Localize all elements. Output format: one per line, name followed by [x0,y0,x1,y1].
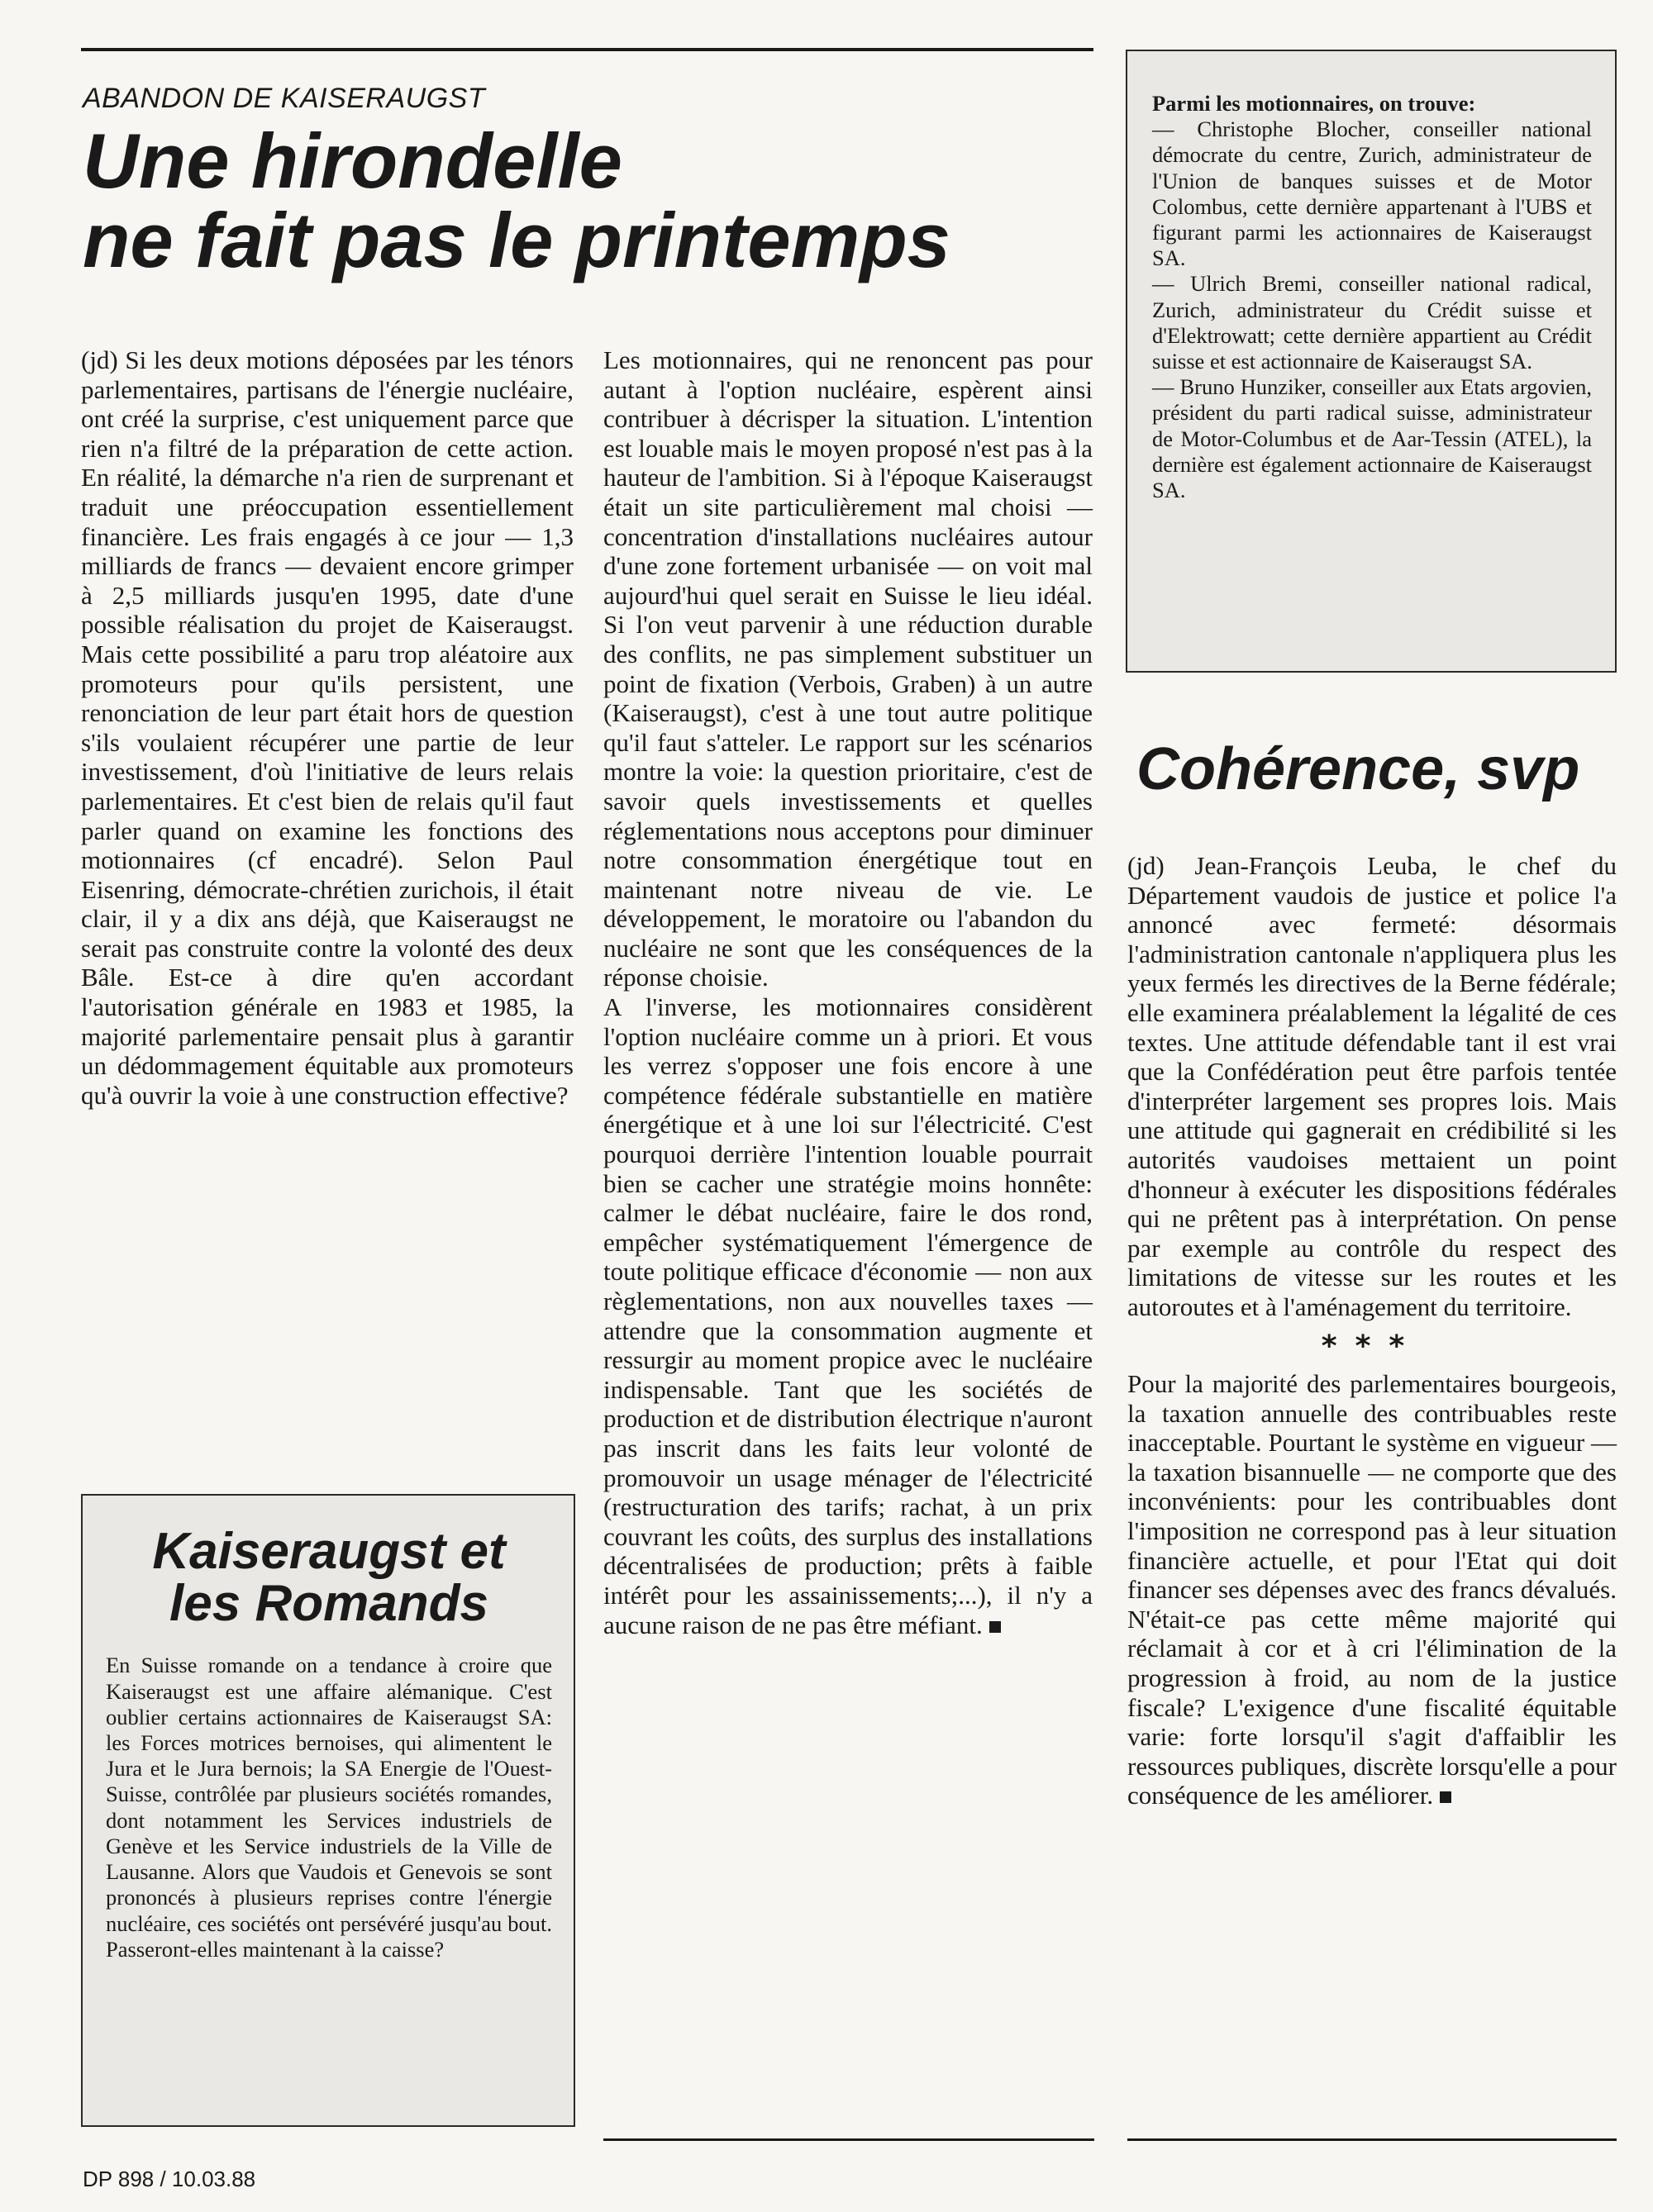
article-paragraph: Les motionnaires, qui ne renoncent pas pour autant à l'option nucléaire, espèrent ainsi contribuer à décrisper la situation. L'intention est louable mais le moyen proposé n'est pas à la hauteur de l'ambition. Si à l'époque Kaiseraugst était un site particulièrement mal choisi — concentration d'installations nucléaires autour d'une zone fortement urbanisée — on voit mal aujourd'hui quel serait en Suisse le lieu idéal. Si l'on veut parvenir à une réduction durable des conflits, ne pas simplement substituer un point de fixation (Verbois, Graben) à un autre (Kaiseraugst), c'est à une tout autre politique qu'il faut s'atteler. Le rapport sur les scénarios montre la voie: la question prioritaire, c'est de savoir quels investissements et quelles réglementations nous acceptons pour diminuer notre consommation énergétique tout en maintenant notre niveau de vie. Le développement, le moratoire ou l'abandon du nucléaire ne sont que les conséquences de la réponse choisie. [603,345,1093,992]
coherence-paragraph-1: (jd) Jean-François Leuba, le chef du Département vaudois de justice et police l'a annoncé avec fermeté: désormais l'administration cantonale n'appliquera plus les yeux fermés les directives de la Berne fédérale; elle examinera préalablement la légalité de ces textes. Une attitude défendable tant il est vrai que la Confédération peut être parfois tentée d'interpréter largement ses propres lois. Mais une attitude qui gagnerait en crédibilité si les autorités vaudoises mettaient un point d'honneur à exécuter les dispositions fédérales qui ne prêtent pas à interprétation. On pense par exemple au contrôle du respect des limitations de vitesse sur les routes et les autoroutes et à l'aménagement du territoire. [1127,851,1617,1321]
box-title [106,1523,552,1633]
end-mark-icon [989,1621,1001,1633]
coherence-headline: Cohérence, svp [1136,736,1580,802]
article-column-1 [81,345,574,1110]
sidebar-box-motionnaires [1126,50,1617,673]
column-2-bottom-rule [603,2138,1094,2141]
box-entry: — Ulrich Bremi, conseiller national radical, Zurich, administrateur du Crédit suisse et d'Elektrowatt; cette dernière appartient au Crédit suisse et est actionnaire de Kaiseraugst SA. [1152,271,1592,374]
coherence-paragraph-2: Pour la majorité des parlementaires bourgeois, la taxation annuelle des contribuables reste inacceptable. Pourtant le système en vigueur — la taxation bisannuelle — ne comporte que des inconvénients: pour les contribuables dont l'imposition ne correspond pas à leur situation financière actuelle, et pour l'Etat qui doit financer ses dépenses avec des francs dévalués. N'était-ce pas cette même majorité qui réclamait à cor et à cri l'élimination de la progression à froid, au nom de la justice fiscale? L'exigence d'une fiscalité équitable varie: forte lorsqu'il s'agit d'affaiblir les ressources publiques, discrète lorsqu'elle a pour conséquence de les améliorer. [1127,1369,1617,1810]
article-paragraph: (jd) Si les deux motions déposées par les ténors parlementaires, partisans de l'énergie nucléaire, ont créé la surprise, c'est uniquement parce que rien n'a filtré de la préparation de cette action. En réalité, la démarche n'a rien de surprenant et traduit une préoccupation essentiellement financière. Les frais engagés à ce jour — 1,3 milliards de francs — devaient encore grimper à 2,5 milliards jusqu'en 1995, date d'une possible réalisation du projet de Kaiseraugst. Mais cette possibilité a paru trop aléatoire aux promoteurs pour qu'ils persistent, une renonciation de leur part était hors de question s'ils voulaient récupérer une partie de leur investissement, d'où l'initiative de leurs relais parlementaires. Et c'est bien de relais qu'il faut parler quand on examine les fonctions des motionnaires (cf encadré). Selon Paul Eisenring, démocrate-chrétien zurichois, il était clair, il y a dix ans déjà, que Kaiseraugst ne serait pas construite contre la volonté des deux Bâle. Est-ce à dire qu'en accordant l'autorisation générale en 1983 et 1985, la majorité parlementaire pensait plus à garantir un dédommagement équitable aux promoteurs qu'à ouvrir la voie à une construction effective? [81,345,574,1110]
sidebar-box-romands [81,1494,575,2127]
issue-footer: DP 898 / 10.03.88 [83,2167,256,2191]
article-paragraph-end: A l'inverse, les motionnaires considèrent l'option nucléaire comme un à priori. Et vous les verrez s'opposer une fois encore à une compétence fédérale substantielle en matière énergétique et à une loi sur l'électricité. C'est pourquoi derrière l'intention louable pourrait bien se cacher une stratégie moins honnête: calmer le débat nucléaire, faire le dos rond, empêcher systématiquement l'émergence de toute politique efficace d'économie — non aux règlementations, non aux nouvelles taxes — attendre que la consommation augmente et ressurgir au moment propice avec le nucléaire indispensable. Tant que les sociétés de production et de distribution électrique n'auront pas inscrit dans les faits leur volonté de promouvoir un usage ménager de l'électricité (restructuration des tarifs; rachat, à un prix couvrant les coûts, des surplus des installations décentralisées de production; prêts à faible intérêt pour les assainissements;...), il n'y a aucune raison de ne pas être méfiant. [603,992,1093,1639]
top-rule [81,48,1093,51]
article-headline [83,117,950,283]
article-column-2 [603,345,1093,1639]
coherence-bottom-rule [1127,2138,1617,2141]
box-entry: — Christophe Blocher, conseiller national démocrate du centre, Zurich, administrateur de l'Union de banques suisses et de Motor Colombus, cette dernière appartenant à l'UBS et figurant parmi les actionnaires de Kaiseraugst SA. [1152,117,1592,271]
end-mark-icon [1440,1791,1451,1803]
box-heading: Parmi les motionnaires, on trouve: [1152,91,1476,116]
box-title-line-1: Kaiseraugst et [152,1523,506,1580]
section-separator: *** [1321,1329,1423,1363]
box-entry: — Bruno Hunziker, conseiller aux Etats argovien, président du parti radical suisse, administrateur de Motor-Columbus et de Aar-Tessin (ATEL), la dernière est également actionnaire de Kaiseraugst SA. [1152,374,1592,503]
article-kicker: ABANDON DE KAISERAUGST [83,83,486,114]
box-title-line-2: les Romands [169,1575,488,1633]
headline-line-2: ne fait pas le printemps [83,197,950,283]
coherence-column [1127,851,1617,1810]
headline-line-1: Une hirondelle [83,117,622,204]
box-paragraph: En Suisse romande on a tendance à croire que Kaiseraugst est une affaire alémanique. C'est oublier certains actionnaires de Kaiseraugst SA: les Forces motrices bernoises, qui alimentent le Jura et le Jura bernois; la SA Energie de l'Ouest-Suisse, contrôlée par plusieurs sociétés romandes, dont notamment les Services industriels de Genève et les Service industriels de la Ville de Lausanne. Alors que Vaudois et Genevois se sont prononcés à plusieurs reprises contre l'énergie nucléaire, ces sociétés ont persévéré jusqu'au bout. Passeront-elles maintenant à la caisse? [106,1653,552,1962]
